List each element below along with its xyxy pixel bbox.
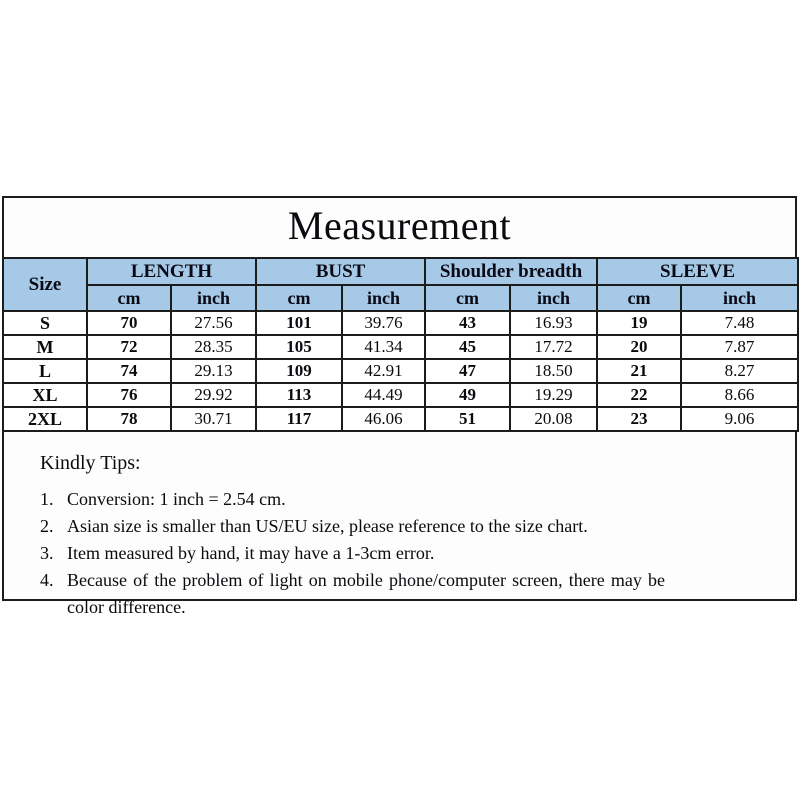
table-row-s <box>3 311 798 335</box>
shoulder-inch-cell: 16.93 <box>510 311 597 335</box>
size-column-header: Size <box>3 258 87 311</box>
length-group-header: LENGTH <box>87 258 256 285</box>
kindly-tips-section <box>2 432 797 617</box>
bust-inch-cell: 41.34 <box>342 335 425 359</box>
sleeve-group-header: SLEEVE <box>597 258 798 285</box>
bust-group-header: BUST <box>256 258 425 285</box>
tips-list <box>40 486 665 621</box>
sleeve-inch-cell: 7.87 <box>681 335 798 359</box>
list-item <box>40 567 665 621</box>
shoulder-cm-cell: 49 <box>425 383 510 407</box>
table-row-xl <box>3 383 798 407</box>
bust-inch-header: inch <box>342 285 425 311</box>
tip-number: 2. <box>40 516 54 536</box>
length-inch-cell: 29.13 <box>171 359 256 383</box>
bust-cm-header: cm <box>256 285 342 311</box>
shoulder-cm-header: cm <box>425 285 510 311</box>
shoulder-cm-cell: 45 <box>425 335 510 359</box>
sleeve-cm-cell: 22 <box>597 383 681 407</box>
shoulder-inch-cell: 18.50 <box>510 359 597 383</box>
sleeve-inch-header: inch <box>681 285 798 311</box>
bust-inch-cell: 46.06 <box>342 407 425 431</box>
sleeve-cm-cell: 23 <box>597 407 681 431</box>
sleeve-inch-cell: 8.66 <box>681 383 798 407</box>
shoulder-inch-cell: 20.08 <box>510 407 597 431</box>
list-item <box>40 540 665 567</box>
page-title: Measurement <box>287 202 512 248</box>
bust-inch-cell: 44.49 <box>342 383 425 407</box>
length-cm-cell: 70 <box>87 311 171 335</box>
size-chart-table <box>2 257 799 432</box>
tip-number: 3. <box>40 543 54 563</box>
shoulder-inch-cell: 19.29 <box>510 383 597 407</box>
sleeve-inch-cell: 8.27 <box>681 359 798 383</box>
tip-number: 4. <box>40 570 54 590</box>
bust-inch-cell: 39.76 <box>342 311 425 335</box>
table-row-m <box>3 335 798 359</box>
list-item <box>40 486 665 513</box>
tip-number: 1. <box>40 489 54 509</box>
size-cell: L <box>3 359 87 383</box>
shoulder-cm-cell: 47 <box>425 359 510 383</box>
shoulder-inch-cell: 17.72 <box>510 335 597 359</box>
length-cm-cell: 78 <box>87 407 171 431</box>
shoulder-inch-header: inch <box>510 285 597 311</box>
length-cm-cell: 74 <box>87 359 171 383</box>
bust-cm-cell: 105 <box>256 335 342 359</box>
bust-cm-cell: 117 <box>256 407 342 431</box>
length-inch-cell: 28.35 <box>171 335 256 359</box>
shoulder-group-header: Shoulder breadth <box>425 258 597 285</box>
group-header-row <box>3 258 798 285</box>
size-cell: 2XL <box>3 407 87 431</box>
sleeve-cm-cell: 20 <box>597 335 681 359</box>
shoulder-cm-cell: 51 <box>425 407 510 431</box>
length-inch-header: inch <box>171 285 256 311</box>
length-inch-cell: 29.92 <box>171 383 256 407</box>
tip-text: Asian size is smaller than US/EU size, please reference to the size chart. <box>67 516 588 536</box>
measurement-sheet <box>2 196 797 617</box>
table-row-l <box>3 359 798 383</box>
tip-text: Because of the problem of light on mobile phone/computer screen, there may be color difference. <box>67 570 665 617</box>
size-cell: XL <box>3 383 87 407</box>
size-cell: M <box>3 335 87 359</box>
length-cm-header: cm <box>87 285 171 311</box>
table-row-2xl <box>3 407 798 431</box>
size-cell: S <box>3 311 87 335</box>
bust-cm-cell: 113 <box>256 383 342 407</box>
bust-inch-cell: 42.91 <box>342 359 425 383</box>
sleeve-cm-cell: 21 <box>597 359 681 383</box>
title-box <box>2 196 797 259</box>
tip-text: Conversion: 1 inch = 2.54 cm. <box>67 489 286 509</box>
length-cm-cell: 76 <box>87 383 171 407</box>
list-item <box>40 513 665 540</box>
sleeve-cm-header: cm <box>597 285 681 311</box>
tips-heading: Kindly Tips: <box>40 452 141 474</box>
length-cm-cell: 72 <box>87 335 171 359</box>
sleeve-inch-cell: 9.06 <box>681 407 798 431</box>
bust-cm-cell: 109 <box>256 359 342 383</box>
length-inch-cell: 30.71 <box>171 407 256 431</box>
shoulder-cm-cell: 43 <box>425 311 510 335</box>
unit-header-row <box>3 285 798 311</box>
sleeve-cm-cell: 19 <box>597 311 681 335</box>
bust-cm-cell: 101 <box>256 311 342 335</box>
length-inch-cell: 27.56 <box>171 311 256 335</box>
tip-text: Item measured by hand, it may have a 1-3cm error. <box>67 543 435 563</box>
sleeve-inch-cell: 7.48 <box>681 311 798 335</box>
